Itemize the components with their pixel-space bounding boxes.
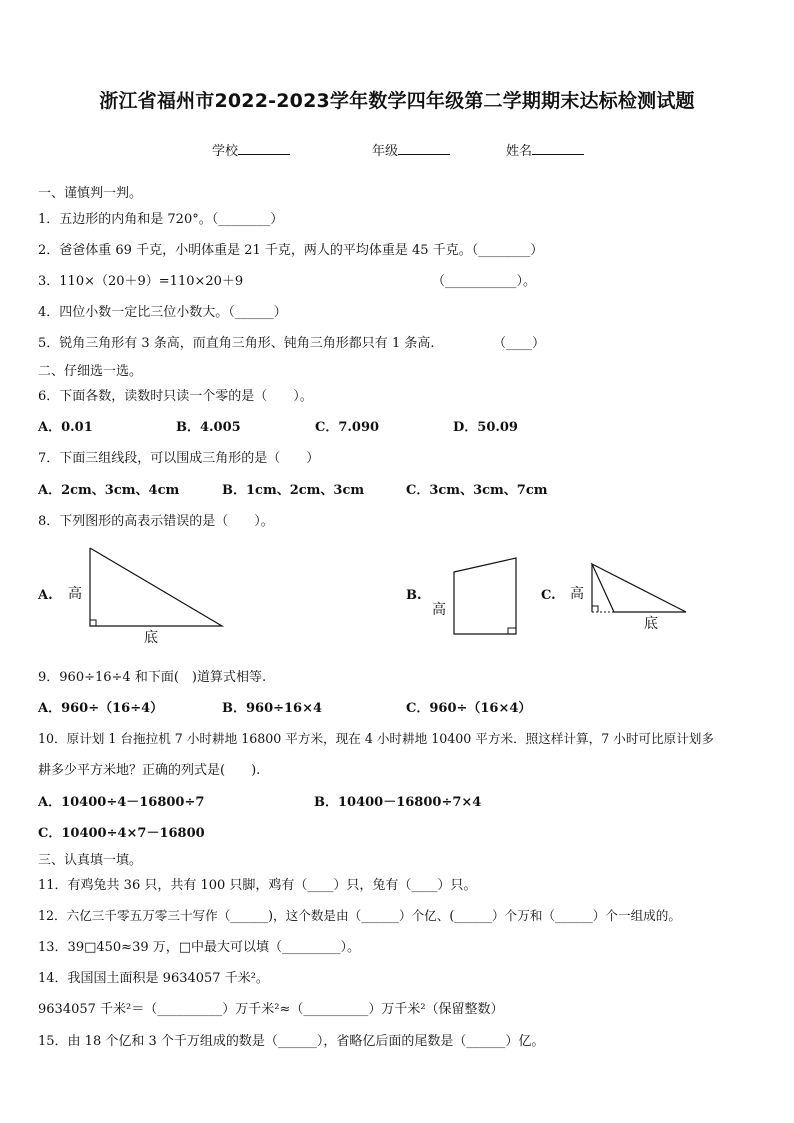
question-10-line-2: 耕多少平方米地？正确的列式是( ). [38, 763, 261, 778]
question-13: 13．39□450≈39 万，□中最大可以填（_________）。 [38, 940, 361, 955]
q9-option-b[interactable]: B．960÷16×4 [222, 701, 323, 716]
section-2-heading: 二、仔细选一选。 [38, 364, 143, 379]
question-10-line-1: 10．原计划 1 台拖拉机 7 小时耕地 16800 平方米，现在 4 小时耕地 10400 平方米．照这样计算，7 小时可比原计划多 [38, 731, 714, 746]
question-6: 6．下面各数，读数时只读一个零的是（ ）。 [38, 389, 313, 404]
question-8: 8．下列图形的高表示错误的是（ ）。 [38, 514, 274, 529]
right-angle-mark-b [508, 628, 516, 634]
question-3-answer: （___________）。 [432, 274, 537, 289]
q7-option-c[interactable]: C．3cm、3cm、7cm [406, 483, 548, 498]
q10-option-b[interactable]: B．10400－16800÷7×4 [314, 795, 482, 810]
grade-blank[interactable] [398, 142, 450, 155]
right-triangle-shape [90, 548, 222, 626]
obtuse-triangle-shape [592, 564, 686, 612]
question-15: 15．由 18 个亿和 3 个千万组成的数是（______），省略亿后面的尾数是（______）亿。 [38, 1034, 545, 1049]
q8-figure-a [60, 540, 240, 650]
right-angle-mark [90, 620, 96, 626]
question-1: 1．五边形的内角和是 720°。（________） [38, 212, 284, 227]
q8-figure-c [564, 556, 694, 636]
q10-option-a[interactable]: A．10400÷4－16800÷7 [38, 795, 205, 810]
height-label-c: 高 [570, 586, 584, 602]
q6-option-c[interactable]: C．7.090 [315, 420, 380, 435]
question-2: 2．爸爸体重 69 千克，小明体重是 21 千克，两人的平均体重是 45 千克。（________） [38, 243, 544, 258]
name-field[interactable] [506, 140, 584, 159]
height-label-b: 高 [432, 602, 446, 618]
question-12: 12．六亿三千零五万零三十写作（______)，这个数是由（______）个亿、(______）个万和（______）个一组成的。 [38, 908, 681, 923]
q9-option-c[interactable]: C．960÷（16×4） [406, 701, 532, 716]
section-1-heading: 一、谨慎判一判。 [38, 186, 143, 201]
grade-label: 年级 [372, 144, 399, 159]
q6-option-d[interactable]: D．50.09 [453, 420, 518, 435]
question-5: 5．锐角三角形有 3 条高，而直角三角形、钝角三角形都只有 1 条高. [38, 336, 435, 351]
school-blank[interactable] [238, 142, 290, 155]
q8-option-c-label[interactable]: C. [541, 588, 556, 603]
height-label-a: 高 [68, 586, 82, 602]
q10-option-c[interactable]: C．10400÷4×7－16800 [38, 826, 205, 841]
base-label-c: 底 [644, 616, 658, 632]
q7-option-a[interactable]: A．2cm、3cm、4cm [38, 483, 180, 498]
grade-field[interactable] [372, 140, 450, 159]
name-label: 姓名 [506, 144, 533, 159]
q6-option-b[interactable]: B．4.005 [176, 420, 241, 435]
page-title: 浙江省福州市2022-2023学年数学四年级第二学期期末达标检测试题 [99, 90, 695, 112]
q6-option-a[interactable]: A．0.01 [38, 420, 93, 435]
right-angle-mark-c [592, 606, 598, 612]
base-label-a: 底 [144, 630, 158, 646]
question-5-answer: （____） [493, 336, 546, 351]
q8-figure-b [428, 552, 528, 642]
q7-option-b[interactable]: B．1cm、2cm、3cm [222, 483, 365, 498]
q8-option-b-label[interactable]: B. [406, 588, 422, 603]
trapezoid-shape [454, 558, 516, 634]
school-field[interactable] [212, 140, 290, 159]
q8-option-a-label[interactable]: A. [38, 588, 53, 603]
section-3-heading: 三、认真填一填。 [38, 853, 143, 868]
question-3: 3．110×（20＋9）=110×20＋9 [38, 274, 244, 289]
q9-option-a[interactable]: A．960÷（16÷4） [38, 701, 164, 716]
question-14-conversion: 9634057 千米²＝（__________）万千米²≈（__________）万千米²（保留整数） [38, 1002, 504, 1017]
question-9: 9．960÷16÷4 和下面( )道算式相等. [38, 670, 267, 685]
question-7: 7．下面三组线段，可以围成三角形的是（ ） [38, 451, 320, 466]
name-blank[interactable] [532, 142, 584, 155]
question-14: 14．我国国土面积是 9634057 千米²。 [38, 971, 269, 986]
school-label: 学校 [212, 144, 239, 159]
question-4: 4．四位小数一定比三位小数大。（______） [38, 305, 287, 320]
question-11: 11．有鸡兔共 36 只，共有 100 只脚，鸡有（____）只，兔有（____）只。 [38, 878, 477, 893]
